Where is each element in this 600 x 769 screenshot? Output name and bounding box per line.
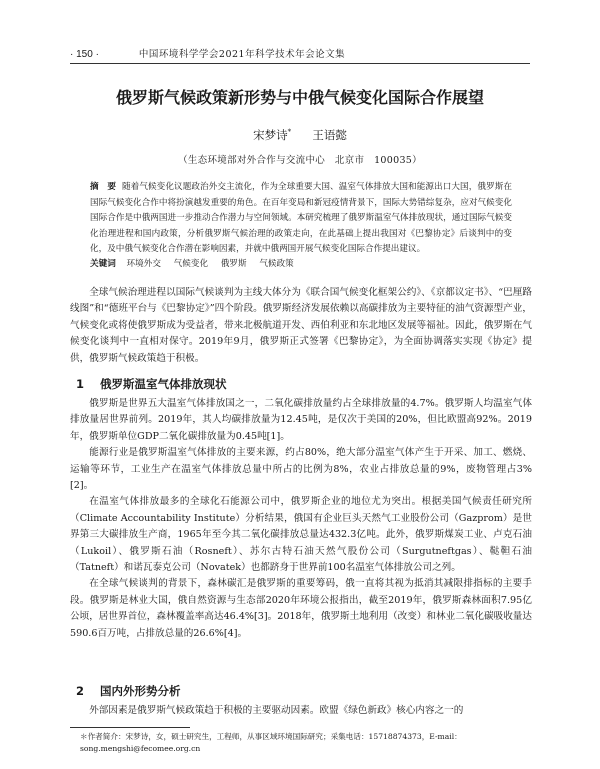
body-paragraph: 在全球气候谈判的背景下，森林碳汇是俄罗斯的重要筹码，俄一直将其视为抵消其减限排指标的主要手段。俄罗斯是林业大国，俄自然资源与生态部2020年环境公报指出，截至2019年，俄罗斯森林面积7.95亿公顷，居世界首位，森林覆盖率高达46.4%[3]。2018年，俄罗斯土地利用（改变）和林业二氧化碳吸收量达590.6百万吨，占排放总量的26.6%[4]。 <box>70 578 532 639</box>
page-number: · 150 · <box>70 49 99 60</box>
paper-title: 俄罗斯气候政策新形势与中俄气候变化国际合作展望 <box>115 88 484 107</box>
section-heading <box>70 376 530 392</box>
body-paragraph: 外部因素是俄罗斯气候政策趋于积极的主要驱动因素。欧盟《绿色新政》核心内容之一的 <box>89 705 464 716</box>
body-paragraph: 全球气候治理进程以国际气候谈判为主线大体分为《联合国气候变化框架公约》、《京都议定书》、“巴厘路线图”和“德班平台与《巴黎协定》”四个阶段。俄罗斯经济发展依赖以高碳排放为主要特征的油气资源型产业，气候变化或将使俄罗斯成为受益者，带来北极航道开发、西伯利亚和东北地区发展等福祉。因此，俄罗斯在气候变化谈判中一直相对保守。2019年9月，俄罗斯正式签署《巴黎协定》，为全面协调落实实现《协定》提供，俄罗斯气候政策趋于积极。 <box>70 287 532 364</box>
author-name: 王语懿 <box>312 128 347 142</box>
body-paragraph: 俄罗斯是世界五大温室气体排放国之一，二氧化碳排放量约占全球排放量的4.7%。俄罗斯人均温室气体排放量居世界前列。2019年，其人均碳排放量为12.45吨，是仅次于美国的20%，但比欧盟高92%。2019年，俄罗斯单位GDP二氧化碳排放量为0.45吨[1]。 <box>70 398 532 442</box>
conference-name: 中国环境科学学会2021年科学技术年会论文集 <box>138 49 346 60</box>
author-line <box>70 127 530 143</box>
section-1-body <box>70 396 532 642</box>
abstract-text: 随着气候变化议题政治外交主流化，作为全球重要大国、温室气体排放大国和能源出口大国，俄罗斯在国际气候变化合作中将扮演越发重要的角色。在百年变局和新冠疫情背景下，国际大势错综复杂，应对气候变化国际合作是中俄两国进一步推动合作潜力与空间领域。本研究梳理了俄罗斯温室气体排放现状，通过国际气候变化治理进程和国内政策，分析俄罗斯气候治理的政策走向，在此基础上提出我国对《巴黎协定》后谈判中的变化，及中俄气候变化合作潜在影响因素，并就中俄两国开展气候变化国际合作提出建议。 <box>90 182 512 255</box>
keyword: 气候政策 <box>259 259 294 269</box>
abstract <box>90 180 512 258</box>
keywords <box>90 257 512 272</box>
section-number: 1 <box>76 377 85 391</box>
section-2-body <box>70 703 532 719</box>
keyword: 气候变化 <box>173 259 209 269</box>
keyword: 俄罗斯 <box>220 259 247 269</box>
keyword: 环境外交 <box>126 259 161 269</box>
body-paragraph: 在温室气体排放最多的全球化石能源公司中，俄罗斯企业的地位尤为突出。根据美国气候责任研究所（Climate Accountability Institute）分析结果，俄国有企业巨头天然气工业股份公司（Gazprom）是世界第三大碳排放生产商，1965年至今其二氧化碳排放总量达432.3亿吨。此外，俄罗斯煤炭工业、卢克石油（Lukoil）、俄罗斯石油（Rosneft）、苏尔古特石油天然气股份公司（Surgutneftgas）、鞑靼石油（Tatneft）和诺瓦泰克公司（Novatek）也都跻身于世界前100名温室气体排放公司之列。 <box>70 496 532 574</box>
intro-section <box>70 285 532 367</box>
abstract-label: 摘 要 <box>90 182 117 192</box>
footnote-divider <box>70 727 190 728</box>
author-footnote: ＊作者简介：宋梦诗，女，硕士研究生，工程师，从事区域环境国际研究；采集电话：15718874373，E-mail：song.mengshi@fecomee.org.cn <box>80 732 462 753</box>
section-number: 2 <box>76 684 85 698</box>
affiliation: （生态环境部对外合作与交流中心 北京市 100035） <box>178 155 422 166</box>
section-title: 国内外形势分析 <box>100 684 181 698</box>
author-name: 宋梦诗 <box>253 128 288 142</box>
body-paragraph: 能源行业是俄罗斯温室气体排放的主要来源，约占80%，绝大部分温室气体产生于开采、加工、燃烧、运输等环节，工业生产在温室气体排放总量中所占的比例为8%，农业占排放总量的9%，废物管理占3%[2]。 <box>70 447 532 492</box>
section-title: 俄罗斯温室气体排放现状 <box>100 377 227 391</box>
section-heading <box>70 683 530 699</box>
page-header <box>70 42 530 64</box>
author-footnote-mark: * <box>287 128 292 137</box>
keywords-label: 关键词 <box>90 259 116 269</box>
